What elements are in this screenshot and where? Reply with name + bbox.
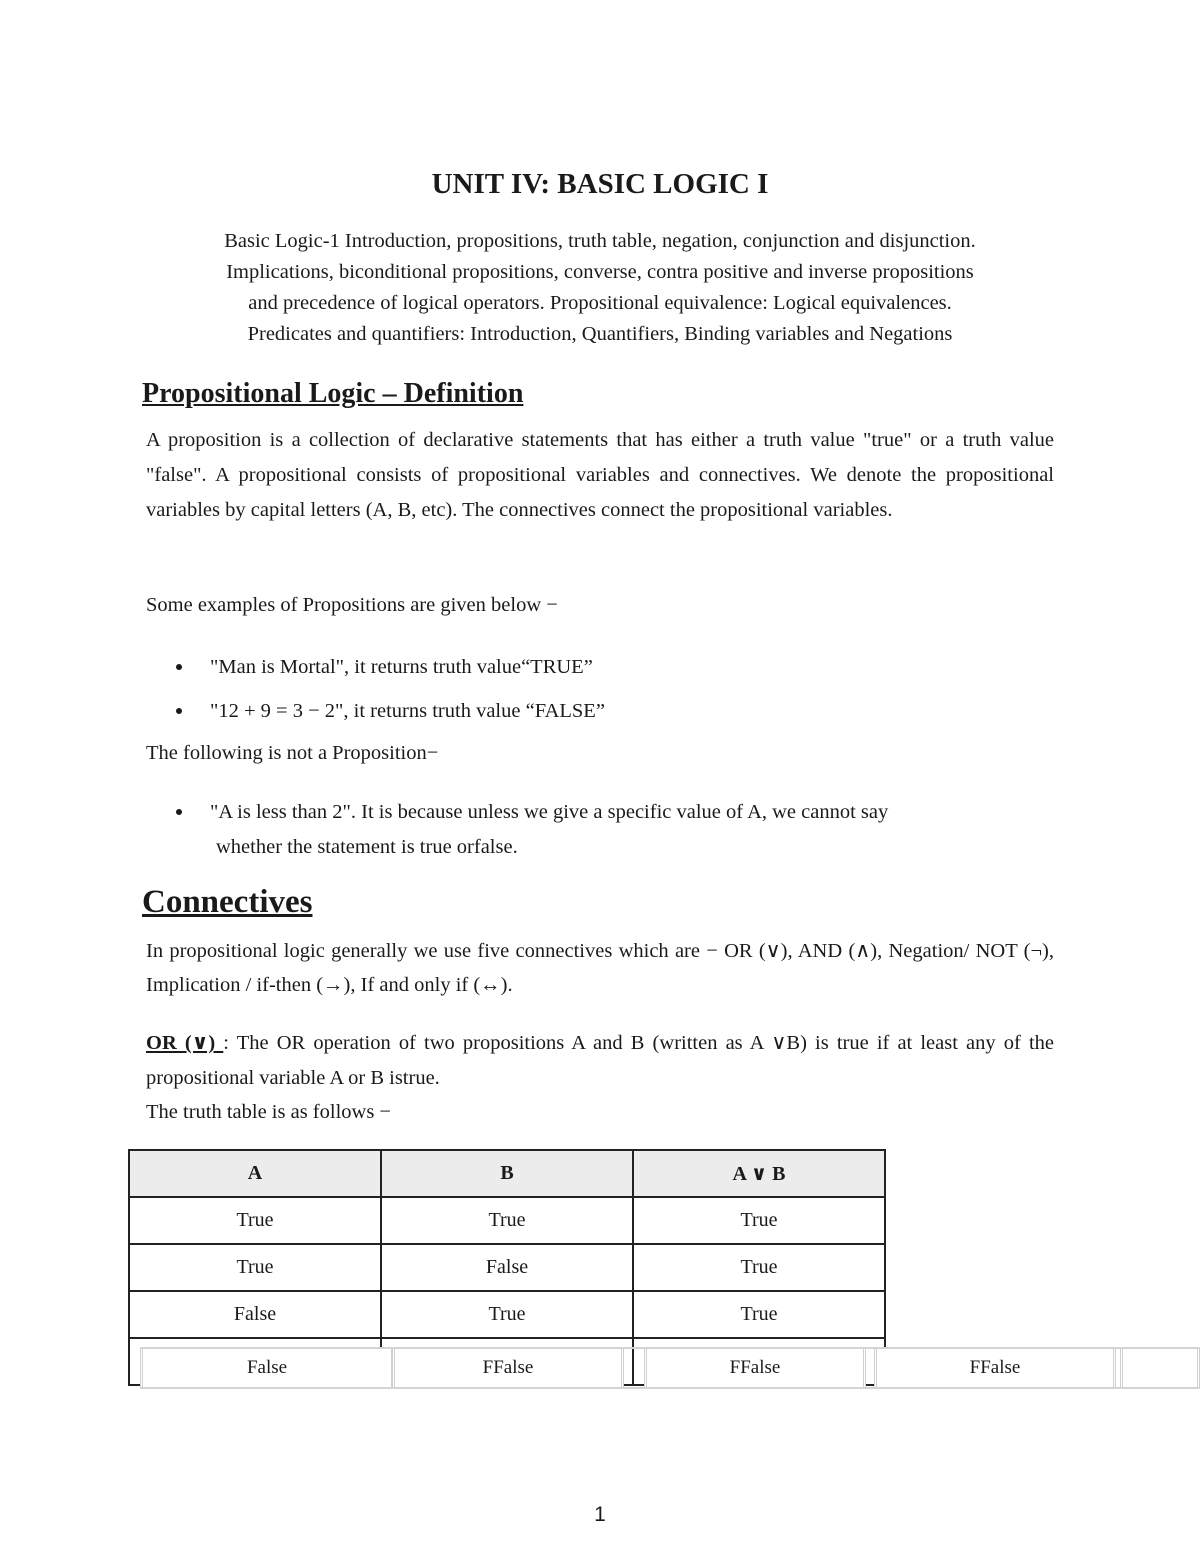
or-paragraph	[146, 1026, 1054, 1096]
examples-intro: Some examples of Propositions are given below −	[146, 594, 558, 616]
syllabus-line: Implications, biconditional propositions, converse, contra positive and inverse propositions	[226, 261, 974, 283]
column-header: A	[129, 1150, 381, 1197]
table-cell: False	[129, 1291, 381, 1338]
table-cell: FFalse	[644, 1349, 866, 1387]
page-number: 1	[594, 1503, 606, 1526]
not-proposition-intro: The following is not a Proposition−	[146, 742, 439, 764]
definition-paragraph: A proposition is a collection of declarative statements that has either a truth value "true" or a truth value "false". A propositional consists of propositional variables and connectives. We denote the propositional variables by capital letters (A, B, etc). The connectives connect the propositional variables.	[146, 429, 1054, 521]
or-label: OR (∨)	[146, 1032, 224, 1054]
not-proposition-line: "A is less than 2". It is because unless we give a specific value of A, we cannot say	[210, 801, 889, 823]
syllabus-line: Predicates and quantifiers: Introduction, Quantifiers, Binding variables and Negations	[247, 323, 953, 345]
syllabus-line: Basic Logic-1 Introduction, propositions, truth table, negation, conjunction and disjunction.	[224, 230, 976, 252]
section-heading-definition: Propositional Logic – Definition	[142, 378, 524, 409]
table-intro: The truth table is as follows −	[146, 1101, 391, 1123]
table-row	[129, 1244, 885, 1291]
connectives-paragraph: In propositional logic generally we use five connectives which are − OR (∨), AND (∧), Negation/ NOT (¬), Implication / if-then (→), If and only if (↔).	[146, 940, 1054, 996]
table-cell: False	[381, 1244, 633, 1291]
column-header: B	[381, 1150, 633, 1197]
column-header: A ∨ B	[633, 1150, 885, 1197]
table-row	[129, 1291, 885, 1338]
table-header-row	[129, 1150, 885, 1197]
table-cell: False	[140, 1349, 394, 1387]
or-description: : The OR operation of two propositions A and B (written as A ∨B) is true if at least any of the propositional variable A or B istrue.	[146, 1032, 1055, 1089]
table-row	[129, 1197, 885, 1244]
table-cell: True	[129, 1244, 381, 1291]
syllabus-line: and precedence of logical operators. Propositional equivalence: Logical equivalences.	[248, 292, 952, 314]
table-cell	[1120, 1349, 1200, 1387]
bullet-icon	[176, 708, 182, 714]
table-cell: True	[381, 1197, 633, 1244]
table-cell: True	[633, 1197, 885, 1244]
page-title: UNIT IV: BASIC LOGIC I	[431, 168, 769, 200]
table-cell: FFalse	[392, 1349, 624, 1387]
table-cell: FFalse	[874, 1349, 1116, 1387]
example-text: "12 + 9 = 3 − 2", it returns truth value “FALSE”	[210, 700, 605, 722]
table-cell: True	[633, 1291, 885, 1338]
bullet-icon	[176, 809, 182, 815]
overlapping-table-row	[140, 1347, 1200, 1389]
table-cell: True	[381, 1291, 633, 1338]
unit-syllabus	[150, 226, 1050, 350]
example-text: "Man is Mortal", it returns truth value“TRUE”	[210, 656, 593, 678]
table-cell: True	[633, 1244, 885, 1291]
not-proposition-line: whether the statement is true orfalse.	[216, 836, 518, 858]
section-heading-connectives: Connectives	[142, 884, 313, 920]
bullet-icon	[176, 664, 182, 670]
table-cell: True	[129, 1197, 381, 1244]
